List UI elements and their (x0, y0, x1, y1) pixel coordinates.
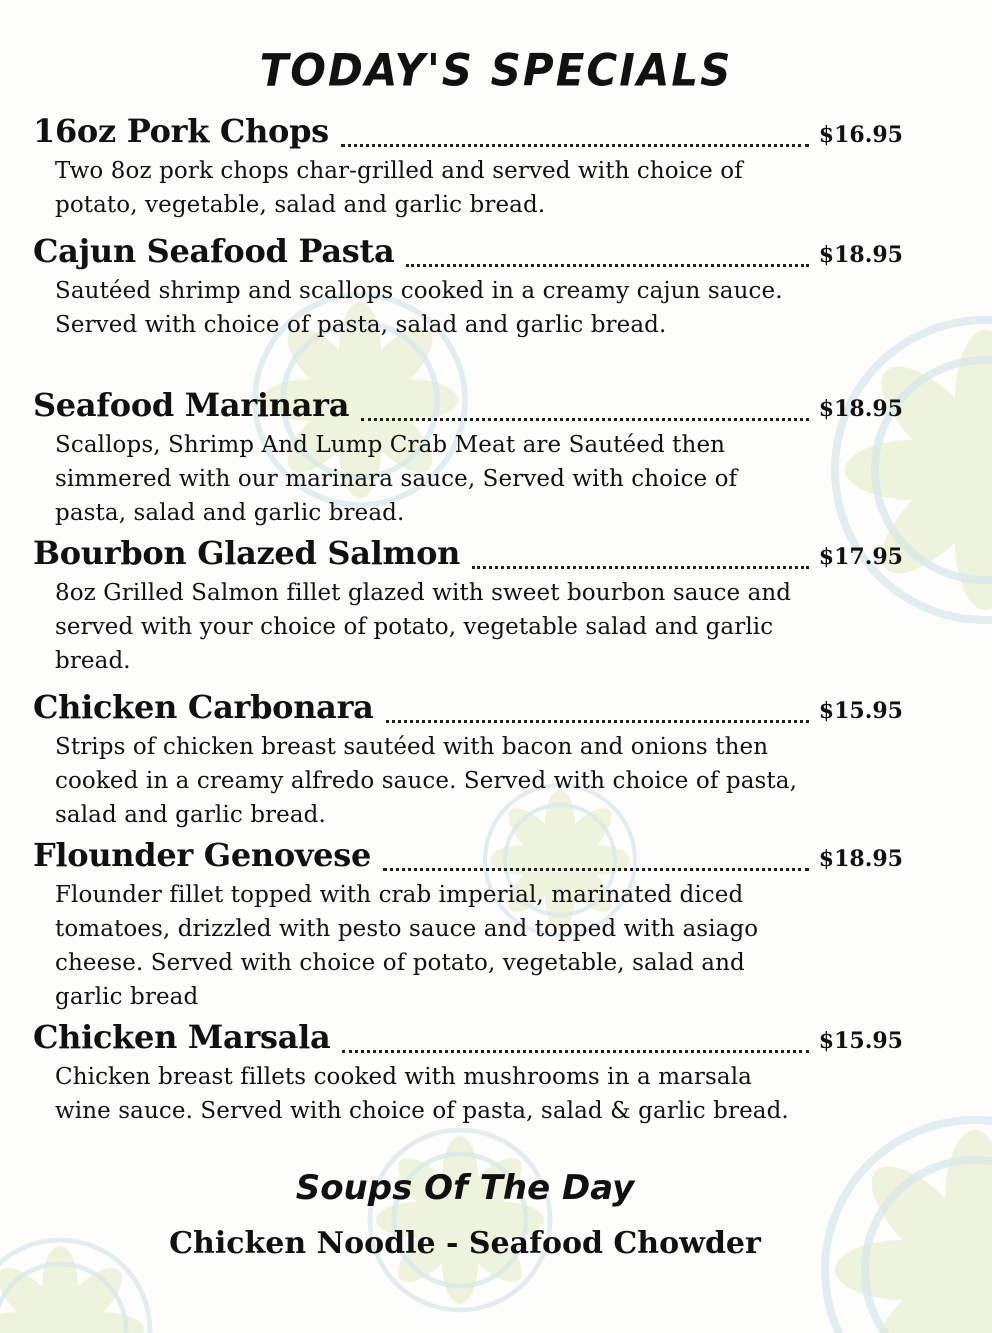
item-price: $15.95 (818, 1028, 903, 1054)
dot-leader (406, 261, 808, 267)
item-name: Bourbon Glazed Salmon (33, 534, 461, 572)
item-description: Strips of chicken breast sautéed with bacon and onions then cooked in a creamy alfredo sauce. Served with choice of pasta, salad and garlic bread. (55, 734, 797, 828)
item-description: Two 8oz pork chops char-grilled and served with choice of potato, vegetable, salad and garlic bread. (55, 158, 743, 218)
menu-item-seafood-marinara (33, 386, 903, 530)
soups-heading: Soups Of The Day (295, 1168, 635, 1208)
menu-item-pork-chops (33, 112, 903, 222)
dot-leader (361, 415, 809, 421)
item-price: $17.95 (818, 544, 903, 570)
dot-leader (386, 717, 809, 723)
item-description: Chicken breast fillets cooked with mushrooms in a marsala wine sauce. Served with choice of pasta, salad & garlic bread. (55, 1064, 789, 1124)
dot-leader (383, 865, 809, 871)
item-name: Seafood Marinara (33, 386, 350, 424)
dot-leader (472, 563, 809, 569)
item-description: Flounder fillet topped with crab imperial, marinated diced tomatoes, drizzled with pesto sauce and topped with asiago cheese. Served with choice of potato, vegetable, salad and garlic bread (55, 882, 759, 1010)
item-price: $18.95 (818, 846, 903, 872)
item-price: $15.95 (818, 698, 903, 724)
item-price: $18.95 (818, 396, 903, 422)
soups-list: Chicken Noodle - Seafood Chowder (169, 1226, 761, 1261)
item-description: 8oz Grilled Salmon fillet glazed with sweet bourbon sauce and served with your choice of potato, vegetable salad and garlic bread. (55, 580, 792, 674)
item-description: Scallops, Shrimp And Lump Crab Meat are Sautéed then simmered with our marinara sauce, Served with choice of pasta, salad and garlic bread. (55, 432, 738, 526)
dot-leader (341, 141, 809, 147)
item-price: $18.95 (818, 242, 903, 268)
item-name: Cajun Seafood Pasta (33, 232, 395, 270)
item-name: Chicken Carbonara (33, 688, 374, 726)
menu-item-flounder-genovese (33, 836, 903, 1014)
page-title: TODAY'S SPECIALS (259, 44, 733, 97)
item-name: Chicken Marsala (33, 1018, 331, 1056)
item-name: Flounder Genovese (33, 836, 372, 874)
menu-item-cajun-seafood-pasta (33, 232, 903, 342)
menu-item-chicken-marsala (33, 1018, 903, 1128)
menu-item-chicken-carbonara (33, 688, 903, 832)
dot-leader (342, 1047, 808, 1053)
item-name: 16oz Pork Chops (33, 112, 329, 150)
menu-item-bourbon-glazed-salmon (33, 534, 903, 678)
item-description: Sautéed shrimp and scallops cooked in a creamy cajun sauce. Served with choice of pasta, salad and garlic bread. (55, 278, 783, 338)
item-price: $16.95 (818, 122, 903, 148)
